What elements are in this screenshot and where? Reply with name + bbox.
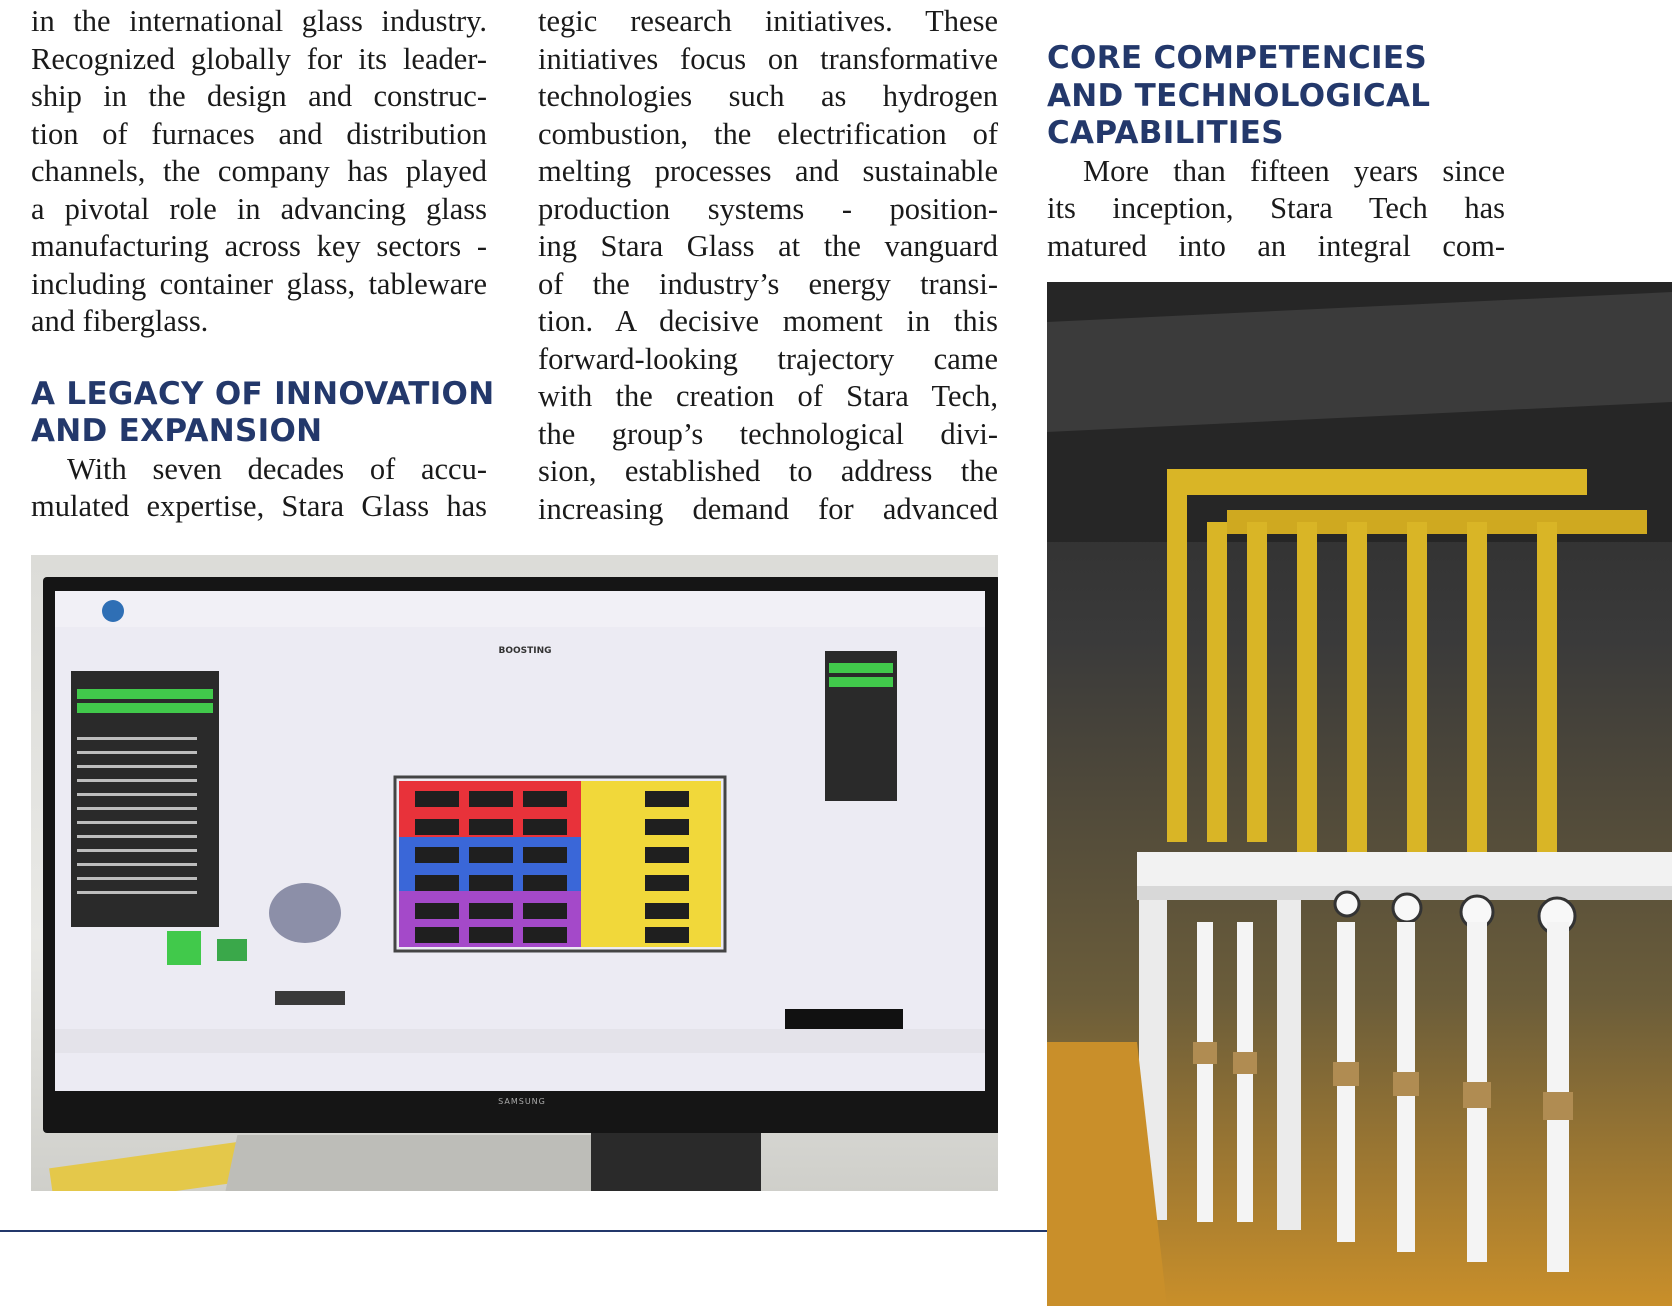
text-line: initiatives focus on transformative xyxy=(538,41,998,76)
col1-paragraph-2 xyxy=(31,451,487,526)
text-line: sion, established to address the xyxy=(538,454,998,488)
text-line: including container glass, tableware xyxy=(31,266,487,301)
text-line: ing Stara Glass at the vanguard xyxy=(538,229,998,263)
boosting-hmi-graphic xyxy=(55,591,985,1091)
text-line: with the creation of Stara Tech, xyxy=(538,379,998,413)
text-line: production systems - position- xyxy=(538,191,998,226)
text-line: With seven decades of accu- xyxy=(67,451,487,486)
text-line: Recognized globally for its leader- xyxy=(31,41,487,76)
text-line: forward-looking trajectory came xyxy=(538,341,998,376)
page-rule xyxy=(0,1230,1047,1232)
text-line: melting processes and sustainable xyxy=(538,154,998,188)
column-2 xyxy=(538,3,998,528)
section-heading-core xyxy=(1047,40,1505,153)
monitor-screen xyxy=(55,591,985,1091)
heading-line: CORE COMPETENCIES xyxy=(1047,40,1427,76)
text-line: and fiberglass. xyxy=(31,304,209,338)
text-line: increasing demand for advanced xyxy=(538,491,998,526)
col2-paragraph-1 xyxy=(538,3,998,528)
text-line: tion. A decisive moment in this xyxy=(538,304,998,338)
heading-line: A LEGACY OF INNOVATION xyxy=(31,375,495,412)
col1-paragraph-1 xyxy=(31,3,487,341)
screen-title: BOOSTING xyxy=(498,646,552,656)
text-line: tion of furnaces and distribution xyxy=(31,116,487,151)
text-line: in the international glass industry. xyxy=(31,4,487,38)
photo-control-monitor xyxy=(31,555,998,1191)
monitor-brand-logo: SAMSUNG xyxy=(498,1097,546,1106)
text-line: matured into an integral com- xyxy=(1047,228,1505,263)
yellow-paper xyxy=(49,1142,243,1191)
text-line: tegic research initiatives. These xyxy=(538,4,998,38)
monitor xyxy=(43,577,998,1133)
text-line: mulated expertise, Stara Glass has xyxy=(31,489,487,523)
heading-line: AND TECHNOLOGICAL xyxy=(1047,77,1431,114)
text-line: technologies such as hydrogen xyxy=(538,79,998,113)
heading-line: CAPABILITIES xyxy=(1047,115,1284,151)
text-line: its inception, Stara Tech has xyxy=(1047,191,1505,225)
col3-paragraph-1 xyxy=(1047,153,1505,266)
keyboard xyxy=(225,1135,618,1191)
text-line: combustion, the electrification of xyxy=(538,116,998,151)
column-1 xyxy=(31,3,495,526)
text-line: manufacturing across key sectors - xyxy=(31,229,487,263)
text-line: ship in the design and construc- xyxy=(31,79,487,113)
photo-gas-pipework xyxy=(1047,282,1672,1306)
pipework-graphic xyxy=(1047,282,1672,1306)
text-line: More than fifteen years since xyxy=(1083,153,1505,188)
text-line: of the industry’s energy transi- xyxy=(538,266,998,301)
monitor-stand xyxy=(591,1133,761,1191)
section-heading-legacy xyxy=(31,375,495,451)
text-line: a pivotal role in advancing glass xyxy=(31,191,487,226)
text-line: the group’s technological divi- xyxy=(538,416,998,451)
heading-line: AND EXPANSION xyxy=(31,413,323,449)
column-3 xyxy=(1047,40,1505,265)
text-line: channels, the company has played xyxy=(31,154,487,188)
